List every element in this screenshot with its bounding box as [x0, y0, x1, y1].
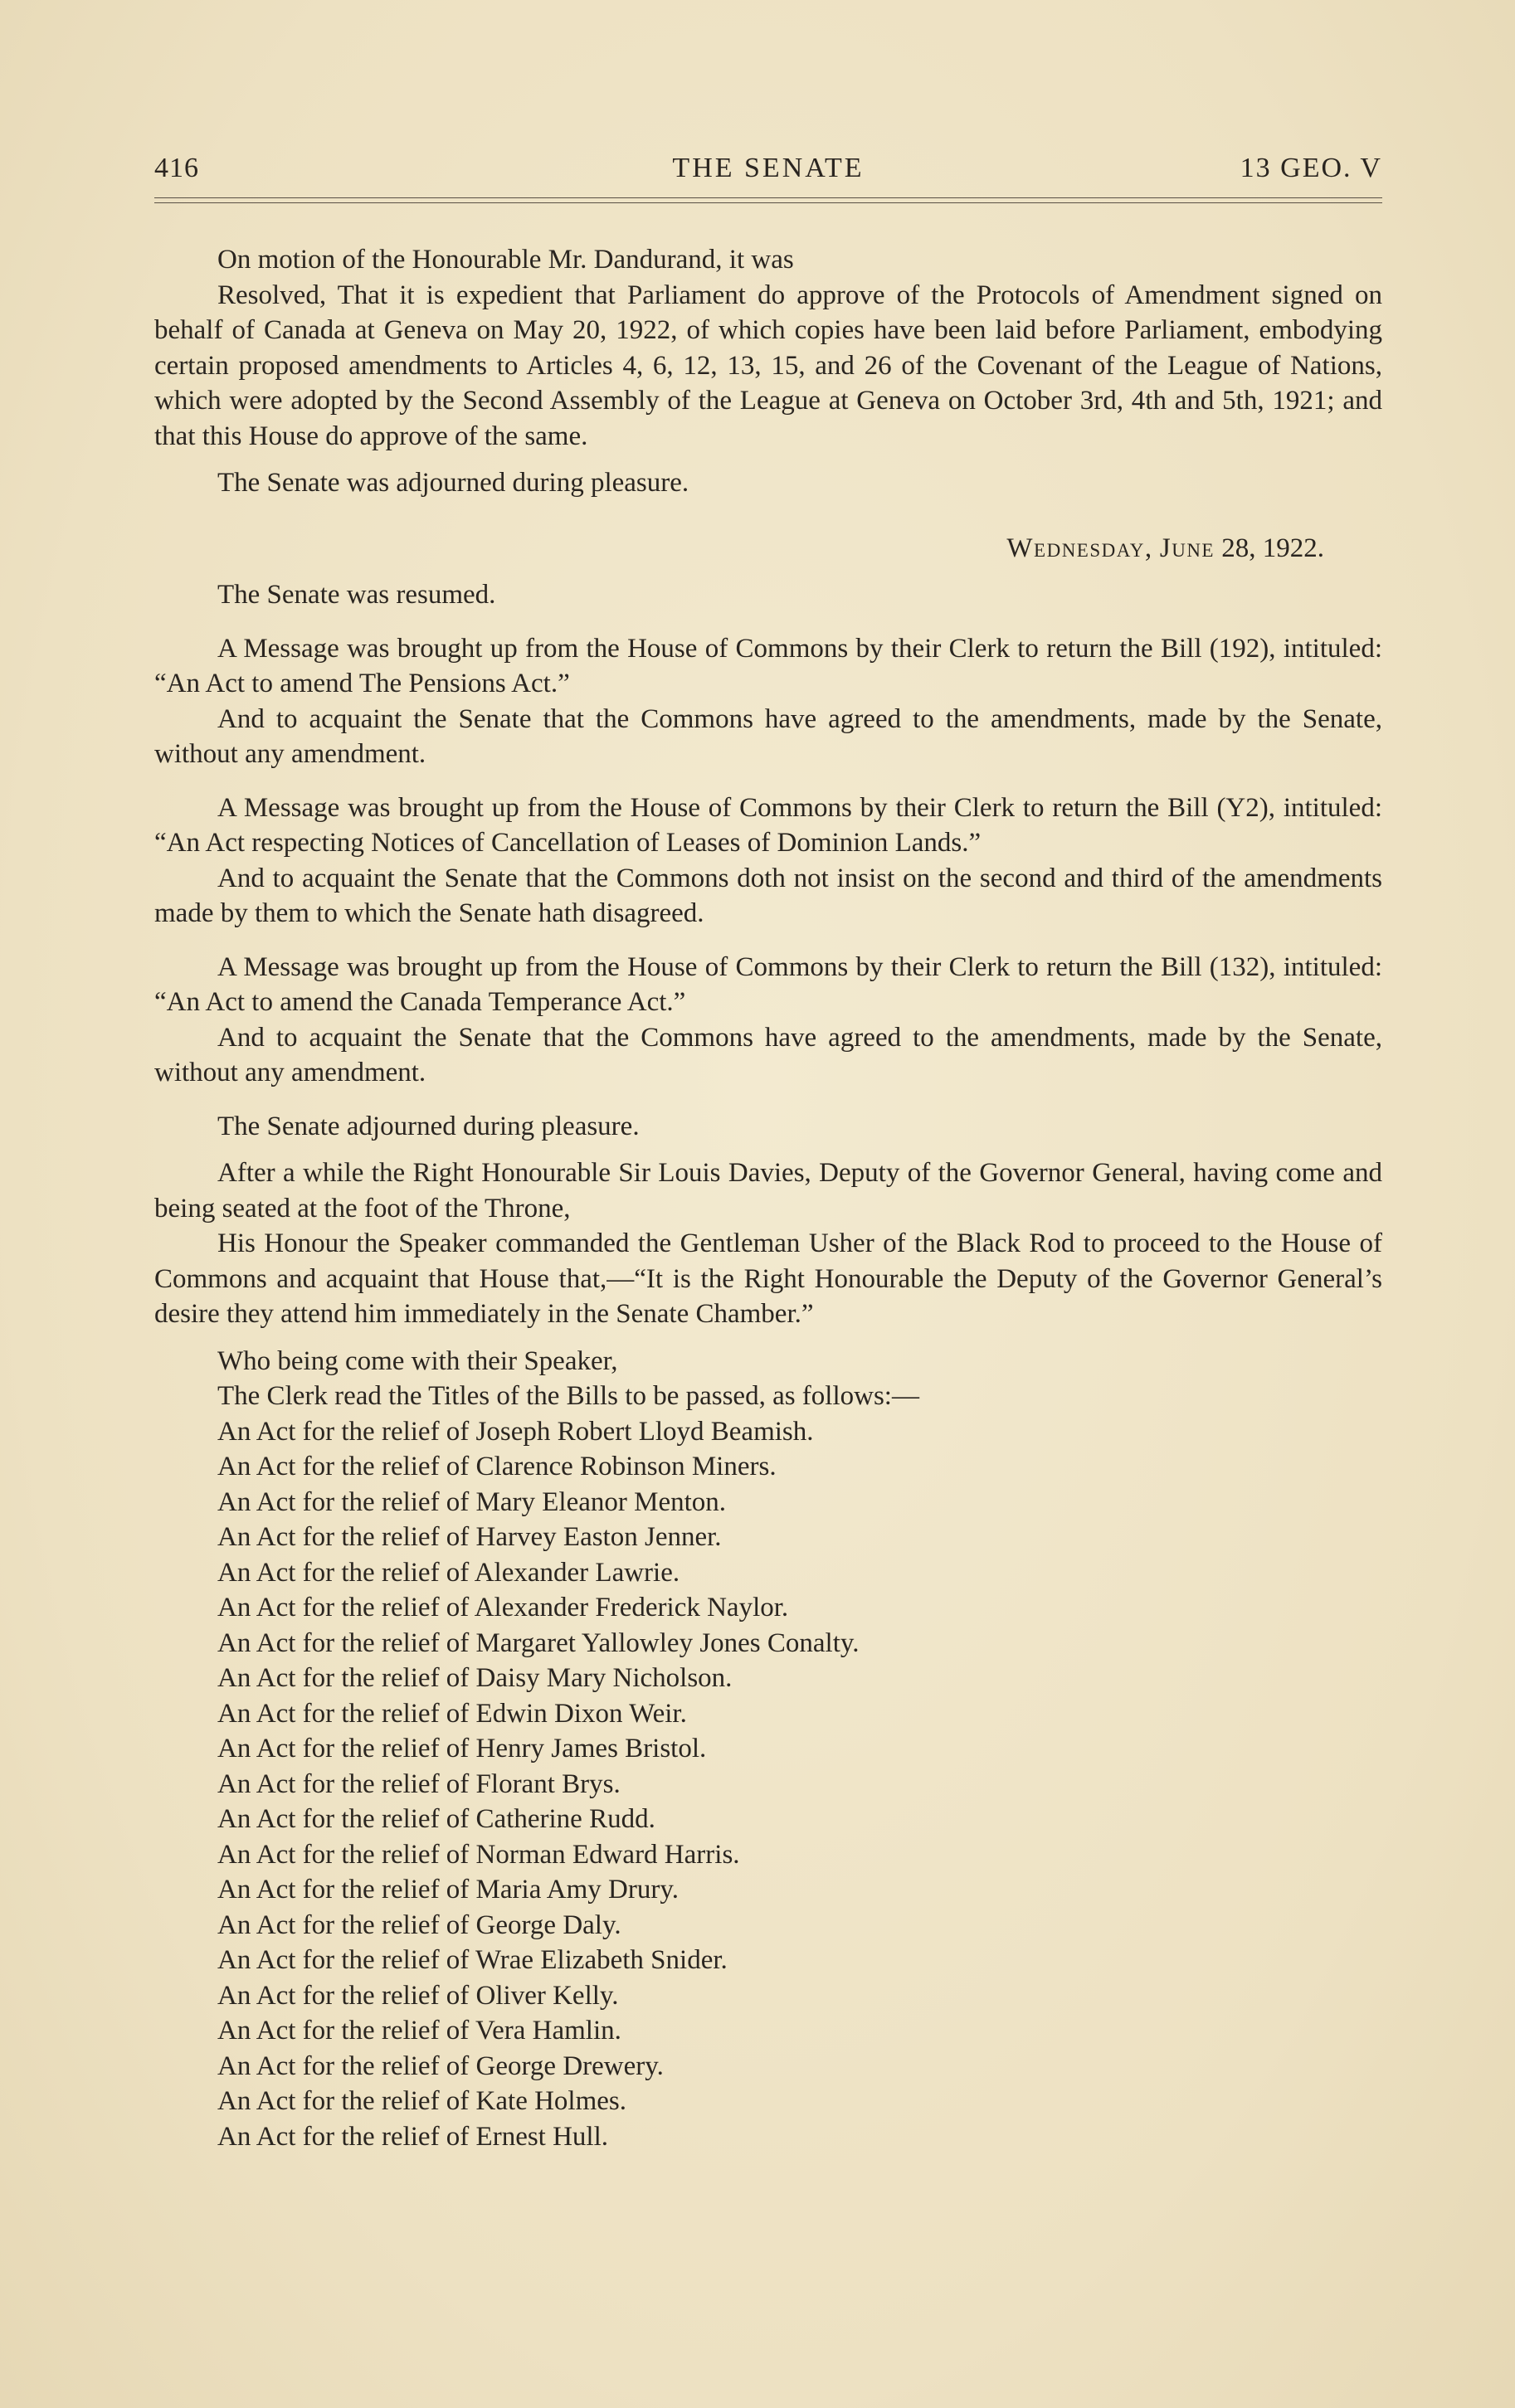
date-day: Wednesday,	[1006, 533, 1153, 563]
bill-item: An Act for the relief of Edwin Dixon Weir.	[217, 1698, 687, 1729]
bill-item: An Act for the relief of Margaret Yallowley Jones Conalty.	[217, 1627, 860, 1658]
message-1-paragraph: A Message was brought up from the House of Commons by their Clerk to return the Bill (192), intituled: “An Act to amend The Pensions Act.”	[154, 633, 1382, 698]
speaker-paragraph: His Honour the Speaker commanded the Gentleman Usher of the Black Rod to proceed to the House of Commons and acquaint that House that,—“It is the Right Honourable the Deputy of the Governor General’s desire they attend him immediately in the Senate Chamber.”	[154, 1228, 1382, 1329]
deputy-paragraph: After a while the Right Honourable Sir Louis Davies, Deputy of the Governor General, having come and being seated at the foot of the Throne,	[154, 1158, 1382, 1223]
page-title: THE SENATE	[672, 153, 865, 183]
adjourned-pleasure-paragraph: The Senate adjourned during pleasure.	[217, 1111, 640, 1141]
bill-item: An Act for the relief of Clarence Robinson Miners.	[217, 1452, 777, 1481]
message-1-followup: And to acquaint the Senate that the Commons have agreed to the amendments, made by the Senate, without any amendment.	[154, 703, 1382, 769]
bill-item: An Act for the relief of Ernest Hull.	[217, 2121, 609, 2152]
bill-item: An Act for the relief of George Drewery.	[217, 2050, 664, 2081]
bill-item: An Act for the relief of Alexander Frederick Naylor.	[217, 1593, 789, 1622]
bill-item: An Act for the relief of Joseph Robert Lloyd Beamish.	[217, 1416, 814, 1447]
bill-item: An Act for the relief of Daisy Mary Nicholson.	[217, 1663, 733, 1693]
message-3-followup: And to acquaint the Senate that the Commons have agreed to the amendments, made by the Senate, without any amendment.	[154, 1022, 1382, 1087]
bills-list	[154, 1414, 1382, 2155]
message-2-paragraph: A Message was brought up from the House of Commons by their Clerk to return the Bill (Y2), intituled: “An Act respecting Notices of Cancellation of Leases of Dominion Lands.”	[154, 792, 1382, 858]
page-header	[154, 153, 1382, 194]
message-2-followup: And to acquaint the Senate that the Commons doth not insist on the second and third of the amendments made by them to which the Senate hath disagreed.	[154, 863, 1382, 928]
header-rule-bottom	[154, 202, 1382, 203]
resolution-paragraph: Resolved, That it is expedient that Parliament do approve of the Protocols of Amendment signed on behalf of Canada at Geneva on May 20, 1922, of which copies have been laid before Parliament, embodying certain proposed amendments to Articles 4, 6, 12, 13, 15, and 26 of the Covenant of the League of Nations, which were adopted by the Second Assembly of the League at Geneva on October 3rd, 4th and 5th, 1921; and that this House do approve of the same.	[154, 280, 1382, 451]
who-being-paragraph: Who being come with their Speaker,	[217, 1345, 618, 1376]
bill-item: An Act for the relief of Norman Edward Harris.	[217, 1839, 740, 1870]
date-rest: 28, 1922.	[1221, 533, 1324, 563]
bill-item: An Act for the relief of Alexander Lawrie.	[217, 1557, 680, 1588]
page-body	[154, 242, 1382, 2154]
bill-item: An Act for the relief of Kate Holmes.	[217, 2086, 627, 2116]
bill-item: An Act for the relief of Wrae Elizabeth Snider.	[217, 1945, 728, 1975]
page-number: 416	[154, 153, 199, 183]
header-rule-top	[154, 197, 1382, 198]
bill-item: An Act for the relief of Oliver Kelly.	[217, 1980, 619, 2011]
message-3-paragraph: A Message was brought up from the House of Commons by their Clerk to return the Bill (132), intituled: “An Act to amend the Canada Temperance Act.”	[154, 951, 1382, 1017]
bill-item: An Act for the relief of Mary Eleanor Menton.	[217, 1486, 727, 1517]
bill-item: An Act for the relief of Maria Amy Drury.	[217, 1875, 679, 1905]
resumed-paragraph: The Senate was resumed.	[217, 580, 496, 610]
bill-item: An Act for the relief of Vera Hamlin.	[217, 2016, 621, 2046]
clerk-read-paragraph: The Clerk read the Titles of the Bills to be passed, as follows:—	[217, 1381, 919, 1411]
bill-item: An Act for the relief of George Daly.	[217, 1909, 621, 1940]
regnal-year: 13 GEO. V	[1240, 153, 1382, 183]
date-month: June	[1159, 533, 1215, 563]
motion-paragraph: On motion of the Honourable Mr. Dandurand, it was	[217, 245, 794, 275]
sitting-date	[154, 531, 1382, 567]
adjourned-paragraph: The Senate was adjourned during pleasure.	[217, 468, 689, 498]
bill-item: An Act for the relief of Harvey Easton Jenner.	[217, 1522, 722, 1552]
bill-item: An Act for the relief of Catherine Rudd.	[217, 1804, 655, 1834]
bill-item: An Act for the relief of Henry James Bristol.	[217, 1734, 707, 1763]
bill-item: An Act for the relief of Florant Brys.	[217, 1768, 621, 1799]
